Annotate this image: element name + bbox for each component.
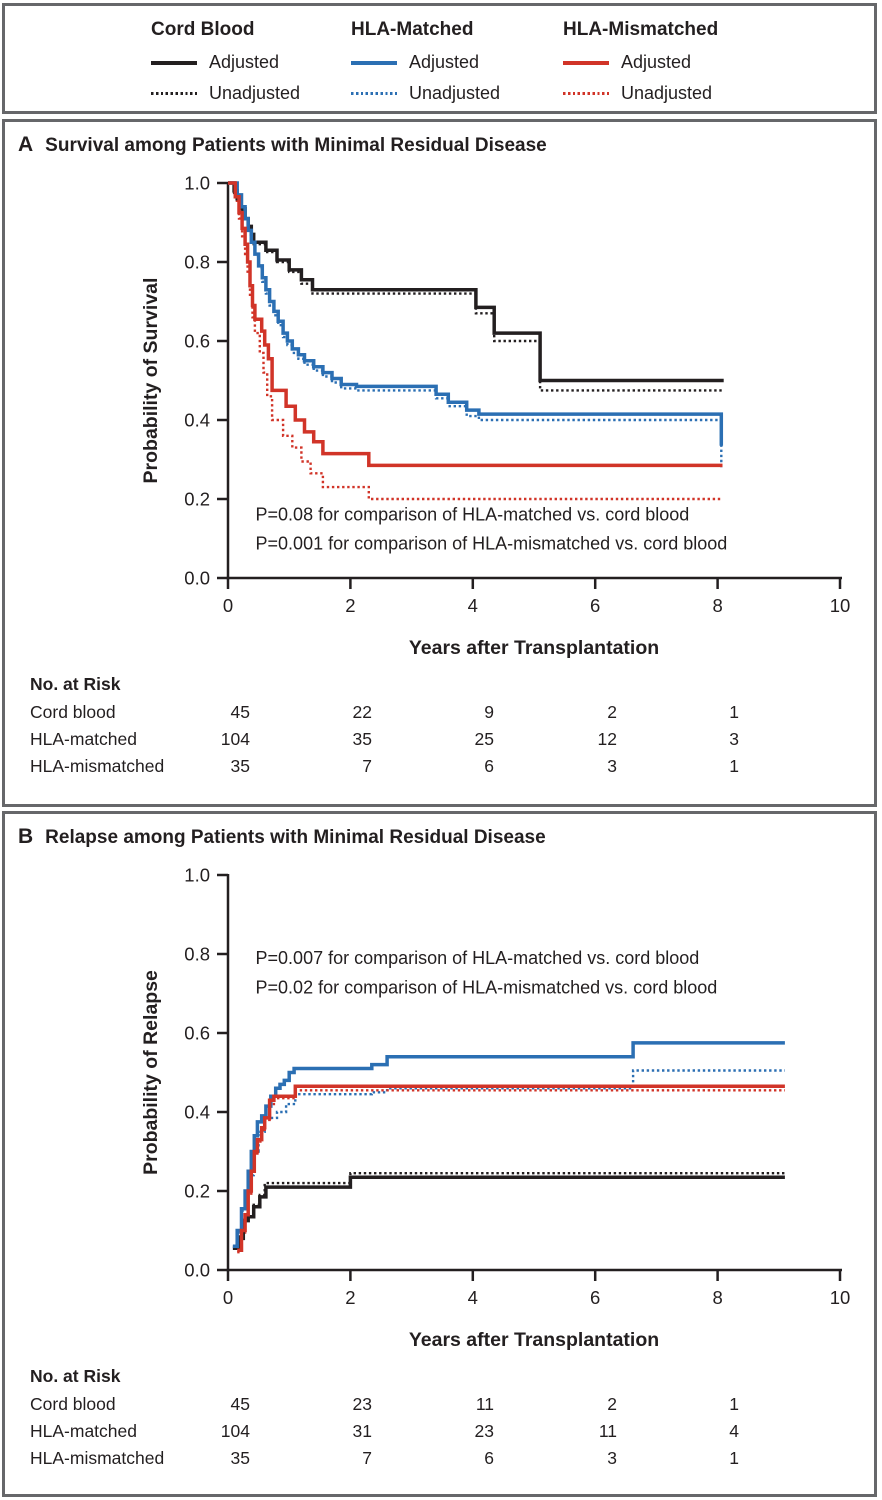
panel-b-letter: B bbox=[18, 825, 34, 848]
panel-a-title-text: Survival among Patients with Minimal Residual Disease bbox=[45, 135, 547, 156]
dotted-line-swatch bbox=[563, 92, 609, 95]
risk-row-label: HLA-matched bbox=[30, 729, 137, 749]
p-value-annotation-2: P=0.02 for comparison of HLA-mismatched vs. cord blood bbox=[255, 977, 718, 998]
p-value-annotation-1: P=0.007 for comparison of HLA-matched vs. cord blood bbox=[255, 947, 700, 968]
curve-cord-blood-adjusted bbox=[233, 1177, 785, 1248]
risk-value: 35 bbox=[352, 729, 372, 749]
y-tick-label: 0.6 bbox=[184, 1022, 210, 1044]
dotted-line-swatch bbox=[151, 92, 197, 95]
y-axis-title: Probability of Relapse bbox=[140, 970, 162, 1175]
legend bbox=[5, 6, 874, 109]
x-axis-title: Years after Transplantation bbox=[408, 637, 660, 659]
panel-b bbox=[5, 814, 874, 1494]
risk-value: 3 bbox=[607, 1448, 617, 1468]
risk-value: 23 bbox=[352, 1394, 372, 1414]
risk-row-hla-matched bbox=[30, 729, 881, 756]
curve-hla-mismatched-unadjusted bbox=[228, 183, 723, 499]
y-axis-title: Probability of Survival bbox=[140, 277, 162, 484]
y-tick-label: 0.8 bbox=[184, 251, 210, 273]
y-tick-label: 0.8 bbox=[184, 943, 210, 965]
survival-chart bbox=[5, 165, 881, 670]
curve-hla-matched-unadjusted bbox=[233, 1071, 785, 1249]
risk-value: 31 bbox=[352, 1421, 372, 1441]
x-tick-label: 2 bbox=[345, 595, 356, 616]
x-tick-label: 6 bbox=[590, 595, 601, 616]
risk-value: 11 bbox=[475, 1394, 494, 1414]
risk-value: 11 bbox=[598, 1421, 617, 1441]
x-tick-label: 8 bbox=[712, 1287, 723, 1308]
y-tick-label: 0.4 bbox=[184, 1101, 210, 1123]
legend-label: Adjusted bbox=[409, 52, 480, 72]
legend-item-hla-mismatched-unadjusted bbox=[563, 78, 874, 109]
legend-label: Adjusted bbox=[209, 52, 280, 72]
risk-value: 1 bbox=[729, 756, 739, 776]
risk-value: 7 bbox=[362, 1448, 372, 1468]
legend-group-cord-blood bbox=[151, 17, 351, 109]
risk-value: 6 bbox=[484, 1448, 494, 1468]
risk-value: 9 bbox=[484, 702, 494, 722]
risk-value: 35 bbox=[230, 756, 250, 776]
risk-value: 3 bbox=[607, 756, 617, 776]
x-tick-label: 2 bbox=[345, 1287, 356, 1308]
risk-row-cord-blood bbox=[30, 702, 881, 729]
dotted-line-swatch bbox=[351, 92, 397, 95]
risk-value: 45 bbox=[230, 1394, 250, 1414]
curve-cord-blood-adjusted bbox=[228, 183, 724, 381]
panel-a bbox=[5, 122, 874, 804]
risk-value: 3 bbox=[729, 729, 739, 749]
risk-row-label: HLA-mismatched bbox=[30, 756, 165, 776]
solid-line-swatch bbox=[151, 61, 197, 65]
legend-item-cord-blood-adjusted bbox=[151, 47, 351, 78]
solid-line-swatch bbox=[351, 61, 397, 65]
curve-hla-matched-unadjusted bbox=[228, 183, 721, 469]
risk-value: 104 bbox=[220, 1421, 250, 1441]
x-tick-label: 8 bbox=[712, 595, 723, 616]
x-tick-label: 0 bbox=[222, 595, 234, 616]
y-tick-label: 1.0 bbox=[184, 864, 210, 886]
risk-row-label: Cord blood bbox=[30, 702, 116, 722]
risk-row-label: HLA-matched bbox=[30, 1421, 137, 1441]
panel-a-title bbox=[18, 133, 547, 157]
relapse-chart bbox=[5, 857, 881, 1362]
y-tick-label: 1.0 bbox=[184, 172, 210, 194]
legend-item-hla-matched-adjusted bbox=[351, 47, 563, 78]
risk-table-a bbox=[5, 674, 881, 783]
legend-title-hla-mismatched: HLA-Mismatched bbox=[563, 19, 719, 40]
panel-a-letter: A bbox=[18, 133, 34, 156]
curve-hla-matched-adjusted bbox=[233, 1043, 785, 1246]
risk-table-b bbox=[5, 1366, 881, 1475]
risk-value: 1 bbox=[729, 1394, 739, 1414]
risk-value: 2 bbox=[607, 702, 617, 722]
legend-title-hla-matched: HLA-Matched bbox=[351, 19, 474, 40]
curve-cord-blood-unadjusted bbox=[233, 1173, 785, 1246]
p-value-annotation-2: P=0.001 for comparison of HLA-mismatched vs. cord blood bbox=[255, 533, 728, 554]
risk-value: 45 bbox=[230, 702, 250, 722]
p-value-annotation-1: P=0.08 for comparison of HLA-matched vs. cord blood bbox=[255, 504, 690, 525]
legend-label: Unadjusted bbox=[209, 83, 301, 103]
y-tick-label: 0.4 bbox=[184, 409, 210, 431]
y-tick-label: 0.6 bbox=[184, 330, 210, 352]
risk-row-cord-blood bbox=[30, 1394, 881, 1421]
legend-title-cord-blood: Cord Blood bbox=[151, 19, 255, 40]
risk-table-heading: No. at Risk bbox=[30, 674, 121, 694]
risk-table-heading: No. at Risk bbox=[30, 1366, 121, 1386]
x-tick-label: 10 bbox=[829, 595, 851, 616]
risk-value: 35 bbox=[230, 1448, 250, 1468]
curve-hla-matched-adjusted bbox=[228, 183, 721, 446]
y-tick-label: 0.0 bbox=[184, 1259, 210, 1281]
risk-value: 1 bbox=[729, 702, 739, 722]
panel-a-box bbox=[2, 119, 877, 807]
risk-value: 1 bbox=[729, 1448, 739, 1468]
x-tick-label: 10 bbox=[829, 1287, 851, 1308]
risk-value: 2 bbox=[607, 1394, 617, 1414]
panel-b-title bbox=[18, 825, 546, 849]
y-tick-label: 0.0 bbox=[184, 567, 210, 589]
y-tick-label: 0.2 bbox=[184, 1180, 210, 1202]
legend-item-hla-matched-unadjusted bbox=[351, 78, 563, 109]
risk-value: 25 bbox=[474, 729, 494, 749]
legend-item-cord-blood-unadjusted bbox=[151, 78, 351, 109]
risk-value: 23 bbox=[474, 1421, 494, 1441]
risk-value: 104 bbox=[220, 729, 250, 749]
y-tick-label: 0.2 bbox=[184, 488, 210, 510]
risk-row-hla-mismatched bbox=[30, 1448, 881, 1475]
curve-hla-mismatched-unadjusted bbox=[237, 1090, 785, 1252]
risk-row-hla-mismatched bbox=[30, 756, 881, 783]
legend-box bbox=[2, 3, 877, 114]
solid-line-swatch bbox=[563, 61, 609, 65]
legend-label: Unadjusted bbox=[621, 83, 713, 103]
legend-group-hla-mismatched bbox=[563, 17, 874, 109]
x-tick-label: 4 bbox=[467, 1287, 478, 1308]
x-tick-label: 0 bbox=[222, 1287, 234, 1308]
x-axis-title: Years after Transplantation bbox=[408, 1329, 660, 1351]
x-tick-label: 6 bbox=[590, 1287, 601, 1308]
legend-group-hla-matched bbox=[351, 17, 563, 109]
legend-label: Unadjusted bbox=[409, 83, 501, 103]
x-tick-label: 4 bbox=[467, 595, 478, 616]
risk-value: 12 bbox=[597, 729, 617, 749]
risk-row-hla-matched bbox=[30, 1421, 881, 1448]
panel-b-title-text: Relapse among Patients with Minimal Residual Disease bbox=[45, 827, 546, 848]
risk-value: 7 bbox=[362, 756, 372, 776]
curve-hla-mismatched-adjusted bbox=[237, 1086, 785, 1250]
risk-row-label: HLA-mismatched bbox=[30, 1448, 165, 1468]
curve-hla-mismatched-adjusted bbox=[228, 183, 723, 465]
panel-b-box bbox=[2, 811, 877, 1497]
risk-row-label: Cord blood bbox=[30, 1394, 116, 1414]
legend-item-hla-mismatched-adjusted bbox=[563, 47, 874, 78]
legend-label: Adjusted bbox=[621, 52, 692, 72]
risk-value: 22 bbox=[352, 702, 372, 722]
risk-value: 4 bbox=[729, 1421, 739, 1441]
risk-value: 6 bbox=[484, 756, 494, 776]
